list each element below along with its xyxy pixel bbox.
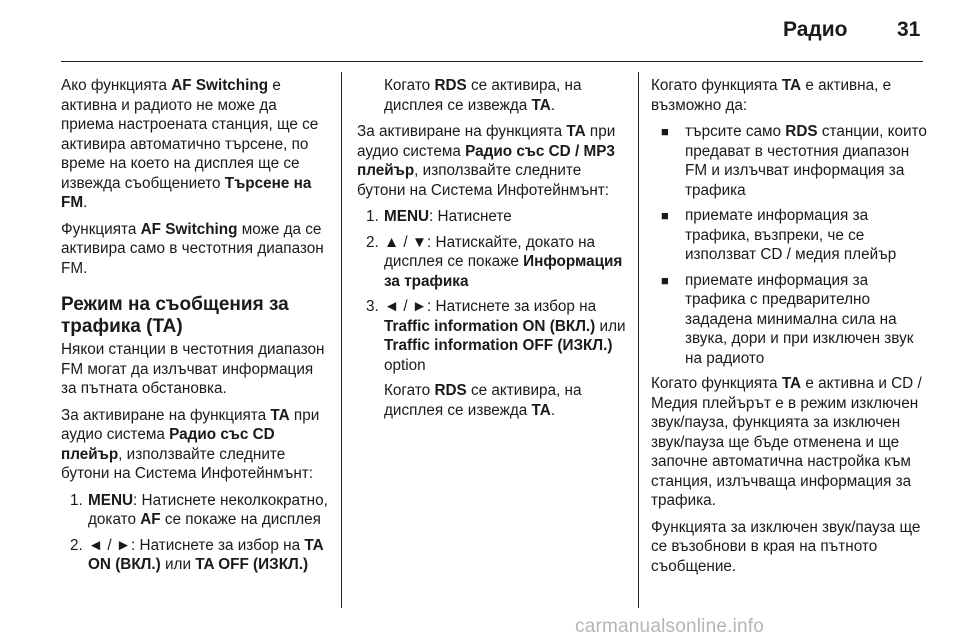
ta-active-paragraph: Когато функцията TA е активна, е възможно да: <box>651 77 892 114</box>
rds-note-paragraph-2: Когато RDS се активира, на дисплея се извежда TA. <box>384 382 582 419</box>
bullet-item: ■ търсите само RDS станции, които предават в честотния диапазон FM и излъчват информация за трафика <box>661 123 927 199</box>
mute-resume-paragraph: Функцията за изключен звук/пауза ще се възобнови в края на пътното съобщение. <box>651 518 921 575</box>
bullet-item: ■ приемате информация за трафика, възпреки, че се използват CD / медия плейър <box>661 207 897 263</box>
ta-cd-paragraph: Когато функцията TA е активна и CD / Медия плейърът е в режим изключен звук/пауза, функцията за изключен звук/пауза ще бъде отменена и ще започне автоматична настройка към станция, излъчваща информация за трафика. <box>651 375 922 509</box>
bullet-square-icon: ■ <box>661 124 669 139</box>
rds-note-paragraph: Когато RDS се активира, на дисплея се извежда TA. <box>384 77 582 114</box>
column-1 <box>61 76 331 581</box>
ta-intro-paragraph: Някои станции в честотния диапазон FM могат да излъчват информация за пътната обстановка. <box>61 341 325 397</box>
column-3 <box>651 76 927 583</box>
watermark-text: carmanualsonline.info <box>575 616 765 637</box>
bullet-item: ■ приемате информация за трафика с предварително зададена минимална сила на звука, дори и при изключен звук на радиото <box>661 271 914 367</box>
ta-activate-paragraph: За активиране на функцията TA при аудио система Радио със CD плейър, използвайте следните бутони на Система Инфотейнмънт: <box>61 406 320 482</box>
step-item: 1. MENU: Натиснете неколкократно, докато AF се покаже на дисплея <box>70 491 328 528</box>
step-item: 1. MENU: Натиснете <box>366 208 512 225</box>
section-heading: Режим на съобщения за трафика (TA) <box>61 294 289 337</box>
page-title: Радио <box>783 18 848 41</box>
step-item: 2. ◄ / ►: Натиснете за избор на TA ON (ВКЛ.) или TA OFF (ИЗКЛ.) <box>70 536 324 573</box>
header-rule <box>61 61 923 62</box>
page-number: 31 <box>897 18 921 41</box>
ta-mp3-paragraph: За активиране на функцията TA при аудио система Радио със CD / MP3 плейър, използвайте следните бутони на Система Инфотейнмънт: <box>357 123 616 199</box>
step-item: 2. ▲ / ▼: Натискайте, докато на дисплея се покаже Информация за трафика <box>366 233 623 290</box>
bullet-square-icon: ■ <box>661 272 669 288</box>
bullet-square-icon: ■ <box>661 208 669 223</box>
column-divider-1 <box>341 72 342 608</box>
af-fm-paragraph: Функцията AF Switching може да се активира само в честотния диапазон FM. <box>61 220 324 277</box>
column-2 <box>357 76 627 427</box>
column-divider-2 <box>638 72 639 608</box>
step-item: 3. ◄ / ►: Натиснете за избор на Traffic information ON (ВКЛ.) или Traffic information OFF (ИЗКЛ.) option <box>366 298 626 374</box>
af-switching-paragraph: Ако функцията AF Switching е активна и радиото не може да приема настроената станция, ще се активира автоматично търсене, по време на което на дисплея ще се извежда съобщението Търсене на FM. <box>61 77 319 211</box>
page-header <box>0 0 960 62</box>
